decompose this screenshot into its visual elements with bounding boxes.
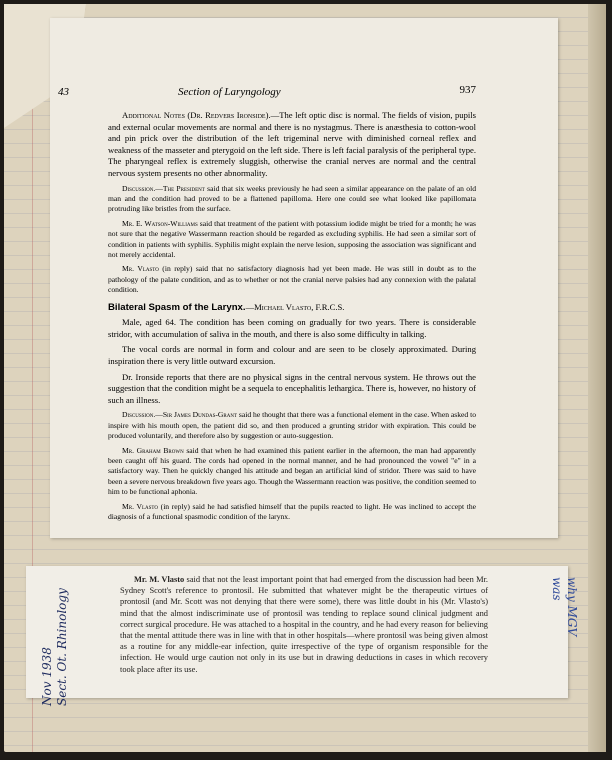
paragraph (108, 264, 476, 295)
paragraph (108, 219, 476, 261)
case-paragraph: Male, aged 64. The condition has been coming on gradually for two years. There is considerable stridor, with accumulation of saliva in the mouth, and there is also some difficulty in talking. (108, 317, 476, 339)
paragraph-lead: Mr. Vlasto (122, 501, 159, 511)
paragraph-text: said he thought that there was a functional element in the case. When asked to inspire with his mouth open, the patient did so, and then produced a grunting stridor with expiration. This could be produced voluntarily, and therefore also by suggestion or auto-suggestion. (108, 410, 476, 441)
paragraph-text: (in reply) said he had satisfied himself that the pupils reacted to light. He was inclined to accept the diagnosis of a functional spasmodic condition of the larynx. (108, 501, 476, 522)
handwritten-line: Sect. Ot. Rhinology (55, 588, 69, 706)
case-paragraph: The vocal cords are normal in form and colour and are seen to be closely approximated. During inspiration there is very little outward excursion. (108, 344, 476, 366)
paragraph-lead: Mr. Vlasto (122, 264, 159, 274)
paragraph-lead: Discussion.—Sir James Dundas-Grant (122, 410, 238, 420)
discussion-paragraph (108, 410, 476, 441)
paragraph-lead: Discussion.—The President (122, 183, 205, 193)
paragraph-text: said that treatment of the patient with potassium iodide might be tried for a month; he was not sure that the negative Wassermann reaction should be regarded as excluding syphilis. He had seen a similar sort of condition in patients with syphilis. Syphilis might explain the nerve lesion, supposing the association was significant and not merely accidental. (108, 218, 476, 259)
clipping-text (120, 574, 488, 675)
section-title: Section of Laryngology (178, 86, 281, 98)
case-author: —Michael Vlasto, F.R.C.S. (245, 301, 345, 312)
paragraph-text: said that when he had examined this patient earlier in the afternoon, the man had apparently been caught off his guard. The cords had opened in the normal manner, and he had pronounced the vowel "e" in a satisfactory way. Then he quickly changed his attitude and began an artificial kind of stridor. There was said to have been a severe nervous breakdown five years ago. Though the Wassermann reaction was positive, the condition seemed to him to be functional aphonia. (108, 445, 476, 497)
paragraph-lead: Additional Notes (Dr. Redvers Ironside). (122, 110, 271, 120)
paragraph-text: —The left optic disc is normal. The fields of vision, pupils and external ocular movements are normal and there is no nystagmus. There is anæsthesia to cotton-wool and pin prick over the distribution of the left trigeminal nerve with diminished corneal reflex and weakness of the masseter and pterygoid on the left side. There is left facial paralysis of the peripheral type. The pharyngeal reflex is extremely sluggish, otherwise the cranial nerves are normal and the central nervous system presents no other abnormality. (108, 110, 477, 178)
handwritten-line: was (550, 577, 564, 601)
discussion-paragraph (108, 502, 476, 523)
discussion-paragraph (108, 446, 476, 498)
paragraph (108, 110, 476, 180)
paragraph-text: (in reply) said that no satisfactory diagnosis had yet been made. He was still in doubt as to the pathology of the palate condition, and as to whether or not the cranial nerve palsies had any connexion with the palatal condition. (108, 264, 476, 295)
paragraph (108, 184, 476, 215)
paragraph-lead: Mr. E. Watson-Williams (122, 218, 198, 228)
page-number-right: 937 (459, 84, 476, 96)
paragraph-lead: Mr. Graham Brown (122, 445, 184, 455)
case-heading: Bilateral Spasm of the Larynx. (108, 301, 246, 313)
handwritten-line: Nov 1938 (40, 647, 54, 706)
case-heading-line (108, 302, 476, 314)
handwritten-line: why MGV (565, 577, 579, 637)
handwritten-note-left (40, 576, 70, 706)
paragraph-text: said that six weeks previously he had seen a similar appearance on the palate of an old man and the condition had proved to be a flattened papilloma. Here one could see what looked like papillomata protruding like bristles from the surface. (108, 183, 476, 214)
clipping-body: said that not the least important point that had emerged from the discussion had been Mr. Sydney Scott's reference to prontosil. He submitted that whatever might be the therapeutic virtues of prontosil (and Mr. Scott was not denying that there were some), there was little doubt in his (Mr. Vlasto's) mind that the almost indiscriminate use of prontosil was tending to replace sound clinical judgment and correct surgical procedure. He was attached to a hospital in the country, and he had every reason for believing that the mental attitude there was in line with that in other hospitals—where prontosil was being given almost as a routine for any middle-ear infection, quite irrespective of the type of organism responsible for the infection. He would urge caution not only in its use but in drawing deductions in cases in which recovery took place after its use. (120, 575, 488, 674)
page-number-left: 43 (58, 86, 69, 98)
newspaper-clipping (26, 566, 579, 706)
book-spine (588, 4, 606, 752)
case-paragraph: Dr. Ironside reports that there are no physical signs in the central nervous system. He throws out the suggestion that the condition might be a sequela to encephalitis lethargica. There is, however, no history of such an illness. (108, 371, 476, 405)
handwritten-note-right (549, 577, 579, 697)
clipping-lead: Mr. M. Vlasto (134, 575, 185, 584)
journal-body (108, 110, 476, 526)
